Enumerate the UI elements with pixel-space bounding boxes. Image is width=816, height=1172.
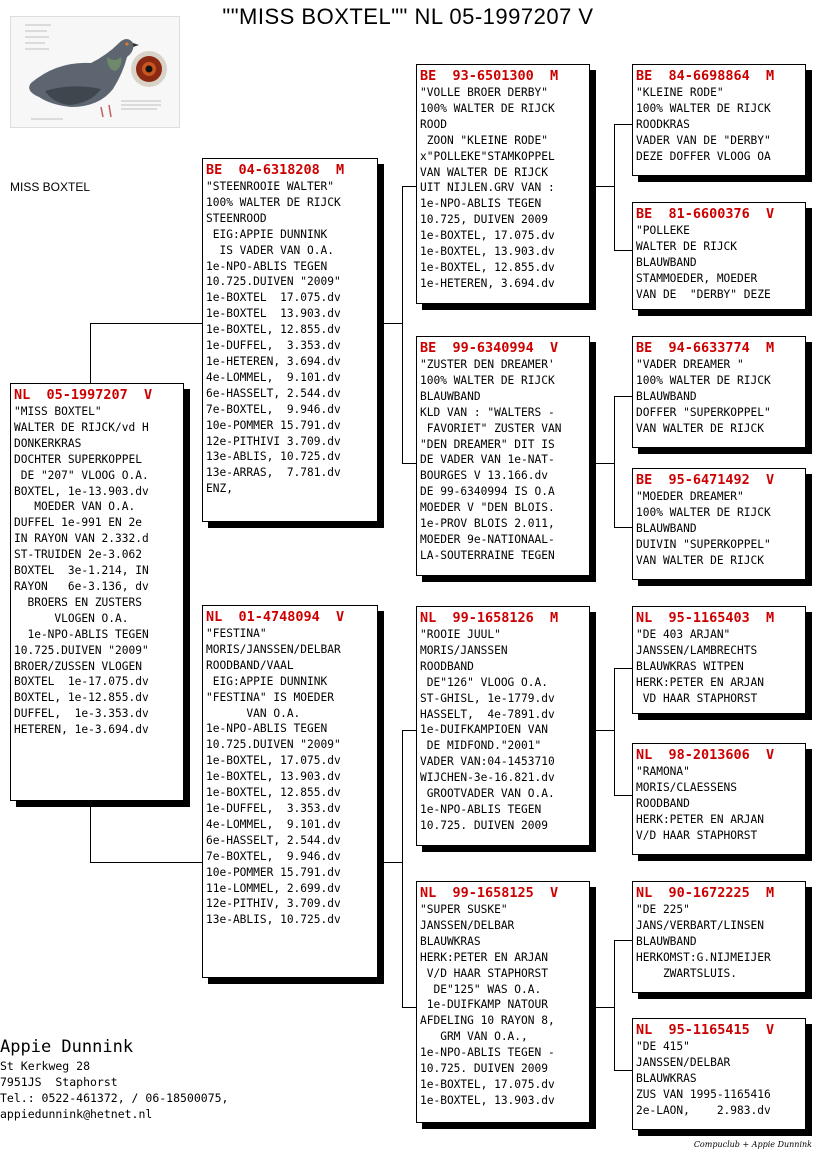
pedigree-line: BROER/ZUSSEN VLOGEN [14,659,142,673]
pedigree-line: VAN WALTER DE RIJCK [636,553,764,567]
pedigree-line: "STEENROOIE WALTER" [206,180,334,193]
pedigree-line: 1e-PROV BLOIS 2.011, [420,517,555,531]
owner-address: St Kerkweg 28 [0,1059,91,1073]
pedigree-line: BLAUWBAND [636,255,697,269]
ring-number: NL 95-1165415 V [636,1022,775,1038]
pedigree-line: "VOLLE BROER DERBY" [420,86,548,99]
pedigree-line: 1e-NPO-ABLIS TEGEN [206,722,328,736]
pedigree-line: IN RAYON VAN 2.332.d [14,532,149,546]
pedigree-line: 13e-ABLIS, 10.725.dv [206,450,341,464]
pedigree-line: 1e-NPO-ABLIS TEGEN [14,627,149,641]
pigeon-card-mf [416,606,590,846]
pedigree-line: 13e-ABLIS, 10.725.dv [206,913,341,927]
connector [596,463,614,464]
pedigree-line: 10e-POMMER 15.791.dv [206,865,341,879]
pedigree-line: DEZE DOFFER VLOOG OA [636,149,771,163]
pigeon-card-fmm [632,468,806,580]
ring-number: BE 93-6501300 M [420,68,559,84]
pigeon-card-fm [416,336,590,576]
connector [596,1007,614,1008]
pigeon-image [11,17,179,127]
pedigree-line: "DE 403 ARJAN" [636,628,731,641]
ring-number: NL 90-1672225 M [636,885,775,901]
pedigree-line: HERKOMST:G.NIJMEIJER [636,950,771,964]
pedigree-line: ENZ, [206,482,233,496]
pedigree-line: BLAUWBAND [420,389,481,403]
pedigree-line: DUFFEL 1e-991 EN 2e [14,516,142,530]
pedigree-line: 11e-LOMMEL, 2.699.dv [206,881,341,895]
pedigree-line: 10.725.DUIVEN "2009" [206,738,341,752]
pedigree-line: BOXTEL 3e-1.214, IN [14,564,149,578]
pedigree-line: BLAUWKRAS WITPEN [636,659,744,673]
connector [402,186,403,463]
pedigree-line: JANSSEN/DELBAR [636,1055,731,1069]
pedigree-line: "MISS BOXTEL" [14,405,102,418]
pedigree-line: x"POLLEKE"STAMKOPPEL [420,149,555,163]
pedigree-line: 1e-BOXTEL, 13.903.dv [420,1093,555,1107]
pedigree-line: MORIS/JANSSEN [420,643,508,657]
pedigree-line: 1e-BOXTEL, 17.075.dv [420,229,555,243]
pedigree-line: EIG:APPIE DUNNINK [206,674,328,688]
pedigree-line: VAN O.A. [206,706,301,720]
pedigree-line: "POLLEKE [636,224,690,237]
pedigree-line: WIJCHEN-3e-16.821.dv [420,771,555,785]
pedigree-line: "KLEINE RODE" [636,86,724,99]
pedigree-line: V/D HAAR STAPHORST [420,966,548,980]
ring-number: BE 95-6471492 V [636,472,775,488]
pedigree-line: MOEDER V "DEN BLOIS. [420,501,555,515]
pedigree-line: ROODKRAS [636,117,690,131]
pedigree-line: "DE 415" [636,1040,690,1053]
pedigree-line: 1e-BOXTEL, 12.855.dv [206,323,341,337]
pedigree-line: 6e-HASSELT, 2.544.dv [206,833,341,847]
pigeon-card-mm [416,881,590,1123]
pedigree-line: DONKERKRAS [14,436,82,450]
pedigree-line: 100% WALTER DE RIJCK [420,373,555,387]
pedigree-line: 1e-BOXTEL 17.075.dv [206,291,341,305]
pedigree-line: VAN WALTER DE RIJCK [420,165,548,179]
pigeon-card-mff [632,606,806,714]
connector [614,527,632,528]
ring-number: NL 99-1658125 V [420,885,559,901]
pedigree-line: 12e-PITHIVI 3.709.dv [206,434,341,448]
pedigree-line: DE "207" VLOOG O.A. [14,468,149,482]
pedigree-line: BLAUWBAND [636,389,697,403]
pedigree-line: 1e-NPO-ABLIS TEGEN [420,197,542,211]
pedigree-line: JANSSEN/LAMBRECHTS [636,643,758,657]
pedigree-line: JANS/VERBART/LINSEN [636,918,764,932]
connector [402,730,403,1007]
pedigree-line: ROODBAND [420,659,474,673]
pedigree-line: "ZUSTER DEN DREAMER' [420,358,555,371]
pigeon-card-fmf [632,336,806,448]
pedigree-line: WALTER DE RIJCK/vd H [14,420,149,434]
connector [90,805,91,862]
pedigree-line: 100% WALTER DE RIJCK [636,373,771,387]
pedigree-line: 1e-HETEREN, 3.694.dv [420,276,555,290]
pigeon-card-father [202,158,378,522]
credit-text: Compuclub + Appie Dunnink [693,1140,812,1149]
pedigree-line: BLAUWBAND [636,934,697,948]
pedigree-line: ZUS VAN 1995-1165416 [636,1087,771,1101]
pedigree-line: "DEN DREAMER" DIT IS [420,437,555,451]
pedigree-line: ZWARTSLUIS. [636,966,738,980]
pedigree-line: 10.725.DUIVEN "2009" [14,643,149,657]
pedigree-line: 1e-BOXTEL 13.903.dv [206,307,341,321]
pedigree-line: 1e-NPO-ABLIS TEGEN - [420,1046,555,1060]
pedigree-line: V/D HAAR STAPHORST [636,828,758,842]
pedigree-line: 1e-NPO-ABLIS TEGEN [206,259,328,273]
connector [90,323,91,383]
pedigree-line: 100% WALTER DE RIJCK [206,195,341,209]
pigeon-card-mfm [632,743,806,855]
pedigree-line: BOXTEL, 1e-13.903.dv [14,484,149,498]
ring-number: NL 01-4748094 V [206,609,345,625]
pedigree-line: JANSSEN/DELBAR [420,918,515,932]
connector [614,668,632,669]
pedigree-line: 7e-BOXTEL, 9.946.dv [206,849,341,863]
connector [384,323,402,324]
pedigree-line: HETEREN, 1e-3.694.dv [14,723,149,737]
connector [90,862,204,863]
pedigree-line: "DE 225" [636,903,690,916]
pedigree-line: WALTER DE RIJCK [636,239,738,253]
pedigree-line: VADER VAN:04-1453710 [420,755,555,769]
pedigree-line: DOFFER "SUPERKOPPEL" [636,405,771,419]
ring-number: BE 84-6698864 M [636,68,775,84]
pedigree-line: 2e-LAON, 2.983.dv [636,1103,771,1117]
pedigree-line: 4e-LOMMEL, 9.101.dv [206,370,341,384]
pedigree-line: 13e-ARRAS, 7.781.dv [206,466,341,480]
pedigree-line: KLD VAN : "WALTERS - [420,405,555,419]
connector [596,730,614,731]
pedigree-line: "SUPER SUSKE" [420,903,508,916]
pedigree-line: 1e-DUIFKAMPIOEN VAN [420,723,548,737]
pigeon-card-subject [10,383,184,801]
pedigree-line: "RAMONA" [636,765,690,778]
pedigree-line: HERK:PETER EN ARJAN [636,675,764,689]
pedigree-line: 100% WALTER DE RIJCK [420,101,555,115]
pedigree-line: DE"126" VLOOG O.A. [420,675,548,689]
pedigree-line: 1e-NPO-ABLIS TEGEN [420,802,542,816]
connector [596,186,614,187]
pedigree-line: 10.725. DUIVEN 2009 [420,818,548,832]
pedigree-line: DE VADER VAN 1e-NAT- [420,453,555,467]
pedigree-line: "MOEDER DREAMER" [636,490,744,503]
pedigree-line: DE 99-6340994 IS O.A [420,485,555,499]
pedigree-line: ST-GHISL, 1e-1779.dv [420,691,555,705]
pigeon-card-fff [632,64,806,176]
pedigree-line: DOCHTER SUPERKOPPEL [14,452,142,466]
pedigree-line: 7e-BOXTEL, 9.946.dv [206,402,341,416]
pigeon-photo [10,16,180,128]
pedigree-line: LA-SOUTERRAINE TEGEN [420,548,555,562]
pedigree-line: GROOTVADER VAN O.A. [420,787,555,801]
pedigree-line: "ROOIE JUUL" [420,628,501,641]
pedigree-line: BOXTEL, 1e-12.855.dv [14,691,149,705]
pedigree-line: BLAUWKRAS [420,934,481,948]
pedigree-line: VD HAAR STAPHORST [636,691,758,705]
connector [614,124,615,250]
owner-name: Appie Dunnink [0,1037,134,1057]
pedigree-line: 1e-BOXTEL, 13.903.dv [206,770,341,784]
pedigree-line: MORIS/CLAESSENS [636,780,738,794]
connector [614,1070,632,1071]
pedigree-line: ROOD [420,117,447,131]
ring-number: BE 94-6633774 M [636,340,775,356]
pedigree-line: 12e-PITHIV, 3.709.dv [206,897,341,911]
pedigree-line: STAMMOEDER, MOEDER [636,271,758,285]
owner-city: 7951JS Staphorst [0,1075,118,1089]
pedigree-line: 100% WALTER DE RIJCK [636,505,771,519]
pedigree-line: ROODBAND/VAAL [206,658,294,672]
pedigree-line: VLOGEN O.A. [14,611,129,625]
ring-number: BE 81-6600376 V [636,206,775,222]
pedigree-line: BLAUWKRAS [636,1071,697,1085]
pedigree-line: 100% WALTER DE RIJCK [636,101,771,115]
pedigree-line: HASSELT, 4e-7891.dv [420,707,555,721]
pigeon-card-mother [202,605,378,978]
pedigree-line: MORIS/JANSSEN/DELBAR [206,642,341,656]
pedigree-line: "FESTINA" IS MOEDER [206,690,334,704]
owner-email[interactable]: appiedunnink@hetnet.nl [0,1107,153,1121]
connector [614,668,615,795]
pedigree-line: ROODBAND [636,796,690,810]
pedigree-line: VADER VAN DE "DERBY" [636,133,771,147]
pedigree-line: RAYON 6e-3.136, dv [14,579,149,593]
pedigree-line: FAVORIET" ZUSTER VAN [420,421,562,435]
ring-number: NL 99-1658126 M [420,610,559,626]
pedigree-line: EIG:APPIE DUNNINK [206,227,328,241]
owner-block [0,1036,228,1122]
pedigree-line: HERK:PETER EN ARJAN [420,950,548,964]
pedigree-line: MOEDER 9e-NATIONAAL- [420,532,555,546]
pedigree-line: 1e-DUFFEL, 3.353.dv [206,801,341,815]
pedigree-line: MOEDER VAN O.A. [14,500,136,514]
ring-number: BE 99-6340994 V [420,340,559,356]
pedigree-line: DE MIDFOND."2001" [420,739,542,753]
pedigree-line: 4e-LOMMEL, 9.101.dv [206,817,341,831]
pedigree-line: HERK:PETER EN ARJAN [636,812,764,826]
connector [614,795,632,796]
pigeon-card-mmf [632,881,806,993]
pedigree-line: BOURGES V 13.166.dv [420,469,548,483]
photo-caption: MISS BOXTEL [10,180,91,194]
pedigree-line: 1e-BOXTEL, 17.075.dv [420,1077,555,1091]
pedigree-line: BOXTEL 1e-17.075.dv [14,675,149,689]
pedigree-line: 10e-POMMER 15.791.dv [206,418,341,432]
ring-number: NL 95-1165403 M [636,610,775,626]
pedigree-line: "VADER DREAMER " [636,358,744,371]
pedigree-line: 10.725, DUIVEN 2009 [420,213,548,227]
pedigree-line: ZOON "KLEINE RODE" [420,133,548,147]
pedigree-line: 10.725.DUIVEN "2009" [206,275,341,289]
connector [614,124,632,125]
pedigree-line: GRM VAN O.A., [420,1030,528,1044]
pedigree-line: DUFFEL, 1e-3.353.dv [14,707,149,721]
pedigree-line: 1e-BOXTEL, 17.075.dv [206,754,341,768]
pedigree-line: DUIVIN "SUPERKOPPEL" [636,537,771,551]
pedigree-line: BROERS EN ZUSTERS [14,595,142,609]
pigeon-card-mmm [632,1018,806,1130]
pigeon-card-ffm [632,202,806,310]
pedigree-line: 1e-BOXTEL, 12.855.dv [420,260,555,274]
connector [614,940,615,1070]
ring-number: NL 98-2013606 V [636,747,775,763]
pedigree-line: VAN DE "DERBY" DEZE [636,287,771,301]
page-title: ""MISS BOXTEL"" NL 05-1997207 V [222,4,594,29]
pedigree-line: ST-TRUIDEN 2e-3.062 [14,548,142,562]
pedigree-line: VAN WALTER DE RIJCK [636,421,764,435]
ring-number: NL 05-1997207 V [14,387,153,403]
owner-phone: Tel.: 0522-461372, / 06-18500075, [0,1091,229,1105]
ring-number: BE 04-6318208 M [206,162,345,178]
pedigree-line: 1e-BOXTEL, 12.855.dv [206,786,341,800]
pedigree-line: 1e-BOXTEL, 13.903.dv [420,245,555,259]
pedigree-line: 1e-HETEREN, 3.694.dv [206,354,341,368]
pedigree-line: 1e-DUIFKAMP NATOUR [420,998,548,1012]
pedigree-line: STEENROOD [206,211,267,225]
pedigree-line: DE"125" WAS O.A. [420,982,542,996]
connector [384,862,402,863]
connector [614,396,615,527]
pigeon-card-ff [416,64,590,304]
connector [614,396,632,397]
pedigree-line: 1e-DUFFEL, 3.353.dv [206,339,341,353]
pedigree-line: 6e-HASSELT, 2.544.dv [206,386,341,400]
connector [614,250,632,251]
pedigree-line: 10.725. DUIVEN 2009 [420,1062,548,1076]
connector [614,940,632,941]
connector [90,323,204,324]
pedigree-line: IS VADER VAN O.A. [206,243,334,257]
pedigree-line: BLAUWBAND [636,521,697,535]
pedigree-line: AFDELING 10 RAYON 8, [420,1014,555,1028]
pedigree-line: "FESTINA" [206,627,267,640]
pedigree-line: UIT NIJLEN.GRV VAN : [420,181,555,195]
